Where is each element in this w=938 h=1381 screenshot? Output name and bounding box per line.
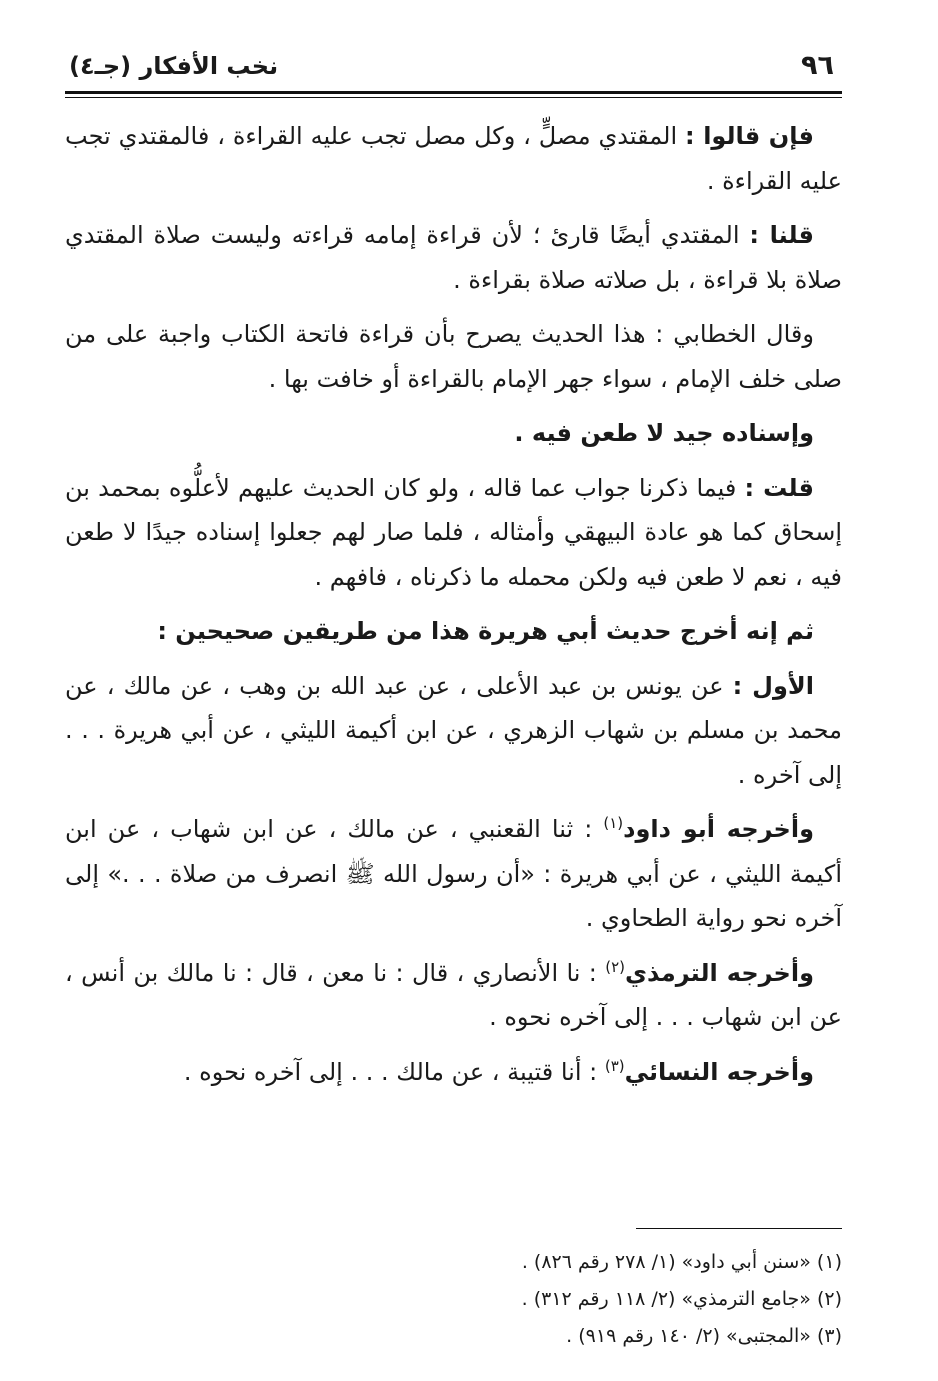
- paragraph-lead: قلنا :: [749, 221, 814, 249]
- paragraph-lead: قلت :: [744, 473, 814, 502]
- paragraph: [65, 312, 842, 401]
- paragraph-text: عن يونس بن عبد الأعلى ، عن عبد الله بن وهب ، عن مالك ، عن محمد بن مسلم بن شهاب الزهري ، عن ابن أكيمة الليثي ، عن أبي هريرة . . . إلى آخره .: [65, 671, 842, 789]
- page-header: [65, 48, 842, 88]
- paragraph-lead: وأخرجه الترمذي: [625, 958, 814, 987]
- paragraph-lead: وأخرجه أبو داود: [623, 815, 815, 843]
- section-heading: ثم إنه أخرج حديث أبي هريرة هذا من طريقين صحيحين :: [157, 617, 814, 645]
- footnotes: [65, 1244, 842, 1355]
- footnote-reference: (٢): [605, 957, 626, 976]
- paragraph-lead: الأول :: [732, 671, 814, 700]
- book-page: [65, 48, 842, 1347]
- paragraph: [65, 951, 842, 1040]
- header-rule-thick: [65, 91, 842, 94]
- paragraph: [65, 466, 842, 600]
- main-text: [65, 114, 842, 1104]
- footnote-reference: (١): [603, 814, 624, 832]
- paragraph-lead: وأخرجه النسائي: [624, 1057, 814, 1086]
- paragraph-text: وقال الخطابي : هذا الحديث يصرح بأن قراءة فاتحة الكتاب واجبة على من صلى خلف الإمام ، سواء جهر الإمام بالقراءة أو خافت بها .: [65, 320, 842, 393]
- footnote: (٣) «المجتبى» (٢/ ١٤٠ رقم ٩١٩) .: [566, 1325, 842, 1347]
- footnote: (١) «سنن أبي داود» (١/ ٢٧٨ رقم ٨٢٦) .: [521, 1251, 842, 1273]
- paragraph-text: : أنا قتيبة ، عن مالك . . . إلى آخره نحوه .: [183, 1057, 605, 1086]
- paragraph: [65, 114, 842, 203]
- footnote: (٢) «جامع الترمذي» (٢/ ١١٨ رقم ٣١٢) .: [521, 1288, 842, 1310]
- page-number: ٩٦: [801, 50, 834, 81]
- paragraph-text: فيما ذكرنا جواب عما قاله ، ولو كان الحديث عليهم لأعلُّوه بمحمد بن إسحاق كما هو عادة البيهقي وأمثاله ، فلما صار لهم جعلوا إسناده جيدًا لا طعن فيه ، نعم لا طعن فيه ولكن محمله ما ذكرناه ، فافهم .: [65, 473, 842, 591]
- paragraph: [65, 1050, 842, 1095]
- footnote-reference: (٣): [604, 1056, 625, 1075]
- paragraph: [65, 664, 842, 798]
- running-title: نخب الأفكار (جـ٤): [69, 52, 279, 80]
- section-heading: وإسناده جيد لا طعن فيه .: [514, 419, 814, 447]
- paragraph-lead: فإن قالوا :: [685, 122, 815, 150]
- header-rule-thin: [65, 97, 842, 98]
- footnote-separator: [636, 1228, 842, 1229]
- paragraph: [65, 213, 842, 302]
- paragraph-text: المقتدي مصلٍّ ، وكل مصل تجب عليه القراءة ، فالمقتدي تجب عليه القراءة .: [65, 122, 842, 195]
- paragraph: [65, 807, 842, 941]
- paragraph-text: المقتدي أيضًا قارئ ؛ لأن قراءة إمامه قراءته وليست صلاة المقتدي صلاة بلا قراءة ، بل صلاته صلاة بقراءة .: [65, 221, 842, 294]
- paragraph-text: : ثنا القعنبي ، عن مالك ، عن ابن شهاب ، عن ابن أكيمة الليثي ، عن أبي هريرة : «أن رسول الله ﷺ انصرف من صلاة . . .» إلى آخره نحو رواية الطحاوي .: [65, 815, 842, 932]
- paragraph-text: : نا الأنصاري ، قال : نا معن ، قال : نا مالك بن أنس ، عن ابن شهاب . . . إلى آخره نحوه .: [65, 958, 842, 1031]
